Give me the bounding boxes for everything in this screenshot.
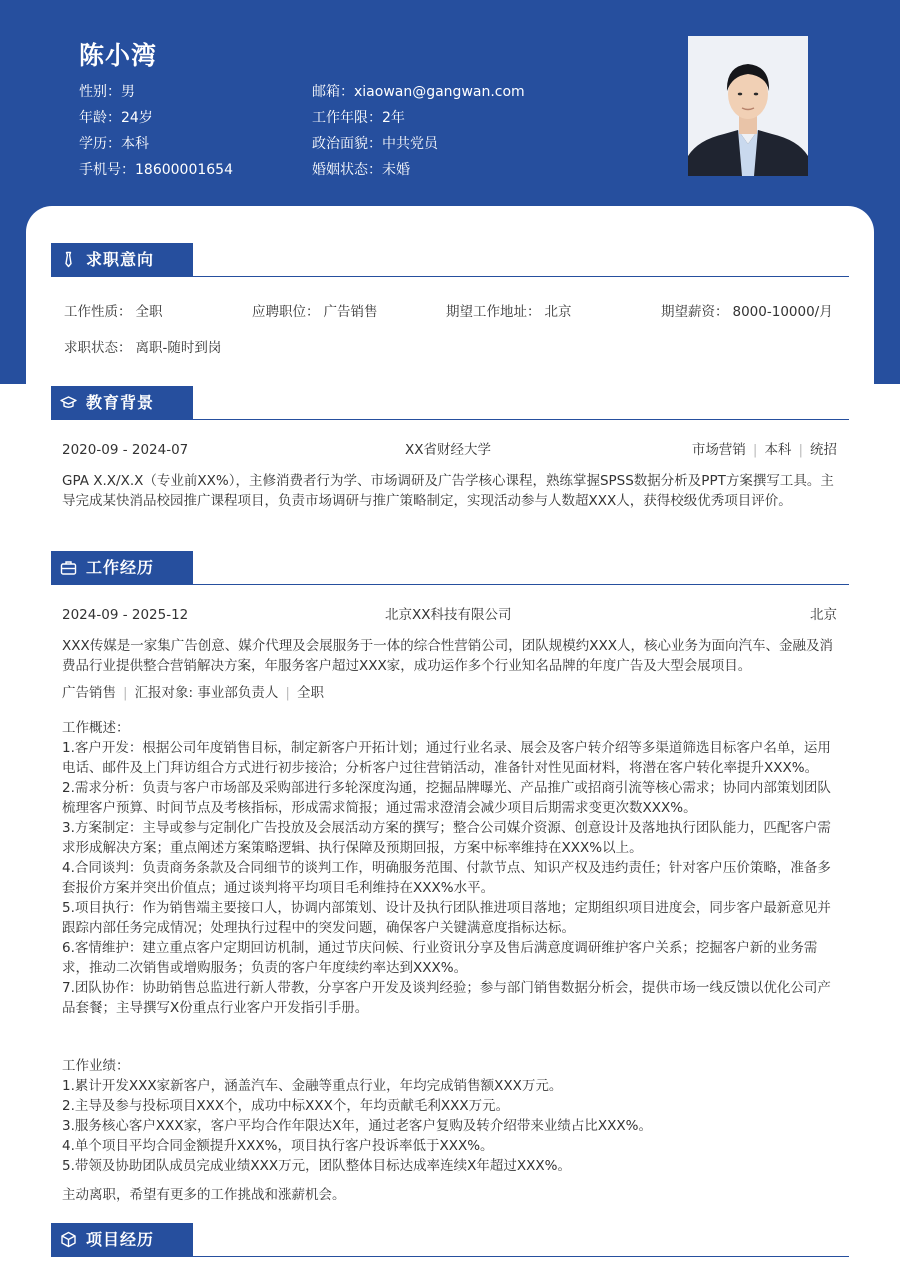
overview-item: 7.团队协作：协助销售总监进行新人带教，分享客户开发及谈判经验；参与部门销售数据分析会，提供市场一线反馈以优化公司产品套餐；主导撰写X份重点行业客户开发指引手册。 [62,980,831,1016]
intent-salary [661,302,833,322]
overview-list [62,738,840,1018]
political-status: 政治面貌：中共党员 [312,136,438,152]
edu-major: 市场营销 [691,442,746,458]
section-header-intent [51,243,849,277]
value: 北京 [544,304,572,320]
section-header-work [51,551,849,585]
gender: 性别：男 [79,84,135,100]
label: 期望薪资： [661,304,729,320]
overview-item: 1.客户开发：根据公司年度销售目标，制定新客户开拓计划；通过行业名录、展会及客户转介绍等多渠道筛选目标客户名单，运用电话、邮件及上门拜访组合方式进行初步接洽；分析客户过往营销活动，准备针对性见面材料，将潜在客户转化率提升XXX%。 [62,740,831,776]
edu-degree: 本科 [764,442,792,458]
overview-item: 4.合同谈判：负责商务条款及合同细节的谈判工作，明确服务范围、付款节点、知识产权及违约责任；针对客户压价策略，准备多套报价方案并突出价值点；通过谈判将平均项目毛利维持在XXX%水平。 [62,860,831,896]
label: 工作性质： [64,304,132,320]
overview-item: 2.需求分析：负责与客户市场部及采购部进行多轮深度沟通，挖掘品牌曝光、产品推广或招商引流等核心需求；协同内部策划团队梳理客户预算、时间节点及考核指标，形成需求简报；通过需求澄清会减少项目后期需求变更次数XXX%。 [62,780,831,816]
achievement-list [62,1076,840,1176]
age: 年龄：24岁 [79,110,153,126]
overview-item: 3.方案制定：主导或参与定制化广告投放及会展活动方案的撰写；整合公司媒介资源、创意设计及落地执行团队能力，匹配客户需求形成解决方案；重点阐述方案策略逻辑、执行保障及预期回报，方案中标率维持在XXX%以上。 [62,820,831,856]
value: 全职 [135,304,163,320]
work-years: 工作年限：2年 [312,110,405,126]
achievement-item: 5.带领及协助团队成员完成业绩XXX万元，团队整体目标达成率连续X年超过XXX%。 [62,1158,571,1174]
achievement-item: 1.累计开发XXX家新客户，涵盖汽车、金融等重点行业，年均完成销售额XXX万元。 [62,1078,563,1094]
label: 期望工作地址： [446,304,541,320]
intent-position [252,302,378,322]
section-title: 工作经历 [86,558,155,577]
intent-location [446,302,572,322]
value: 离职-随时到岗 [135,340,222,356]
company-description: XXX传媒是一家集广告创意、媒介代理及会展服务于一体的综合性营销公司，团队规模约XXX人，核心业务为面向汽车、金融及消费品行业提供整合营销解决方案，年服务客户超过XXX家，成功运作多个行业知名品牌的年度广告及大型会展项目。 [62,638,833,674]
section-title: 求职意向 [86,250,155,269]
overview-title: 工作概述： [62,720,130,736]
work-company: 北京XX科技有限公司 [385,607,512,623]
edu-description: GPA X.X/X.X（专业前XX%），主修消费者行为学、市场调研及广告学核心课程，熟练掌握SPSS数据分析及PPT方案撰写工具。主导完成某快消品校园推广课程项目，负责市场调研与推广策略制定，实现活动参与人数超XXX人，获得校级优秀项目评价。 [62,473,834,509]
intent-nature [64,302,163,322]
work-report: 汇报对象: 事业部负责人 [134,685,279,701]
achievement-item: 4.单个项目平均合同金额提升XXX%，项目执行客户投诉率低于XXX%。 [62,1138,494,1154]
work-city: 北京 [810,607,837,623]
briefcase-icon [60,559,77,576]
work-role: 广告销售 [62,685,116,701]
overview-item: 5.项目执行：作为销售端主要接口人，协调内部策划、设计及执行团队推进项目落地；定期组织项目进度会，同步客户最新意见并跟踪内部任务完成情况；处理执行过程中的突发问题，确保客户关键满意度指标达标。 [62,900,831,936]
section-title: 项目经历 [86,1230,155,1249]
achievement-item: 2.主导及参与投标项目XXX个，成功中标XXX个，年均贡献毛利XXX万元。 [62,1098,510,1114]
section-header-project [51,1223,849,1257]
label: 求职状态： [64,340,132,356]
section-tab-education [51,386,193,419]
work-period: 2024-09 - 2025-12 [62,607,189,623]
marital-status: 婚姻状态：未婚 [312,162,410,178]
work-type: 全职 [296,685,324,701]
tie-icon [60,251,77,268]
candidate-name: 陈小湾 [79,41,158,70]
value: 8000-10000/月 [732,304,833,320]
achievement-item: 3.服务核心客户XXX家，客户平均合作年限达X年，通过老客户复购及转介绍带来业绩占比XXX%。 [62,1118,652,1134]
basic-info-right [312,80,525,184]
achievement-title: 工作业绩： [62,1058,130,1074]
email: 邮箱：xiaowan@gangwan.com [312,84,525,100]
leave-reason: 主动离职，希望有更多的工作挑战和涨薪机会。 [62,1187,346,1203]
section-tab-intent [51,243,193,276]
edu-type: 统招 [810,442,837,458]
section-title: 教育背景 [86,393,155,412]
edu-period: 2020-09 - 2024-07 [62,442,189,458]
graduation-cap-icon [60,394,77,411]
cube-icon [60,1231,77,1248]
section-tab-work [51,551,193,584]
phone: 手机号：18600001654 [79,162,233,178]
value: 广告销售 [323,304,378,320]
education-level: 学历：本科 [79,136,149,152]
edu-meta: 市场营销 | 本科 | 统招 [691,442,837,458]
profile-photo [688,36,808,176]
intent-status [64,338,221,358]
section-header-education [51,386,849,420]
work-tags: 广告销售 | 汇报对象: 事业部负责人 | 全职 [62,685,324,701]
basic-info-left [79,80,233,184]
label: 应聘职位： [252,304,320,320]
edu-school: XX省财经大学 [405,442,491,458]
overview-item: 6.客情维护：建立重点客户定期回访机制，通过节庆问候、行业资讯分享及售后满意度调研维护客户关系；挖掘客户新的业务需求，推动二次销售或增购服务；负责的客户年度续约率达到XXX%。 [62,940,818,976]
section-tab-project [51,1223,193,1256]
